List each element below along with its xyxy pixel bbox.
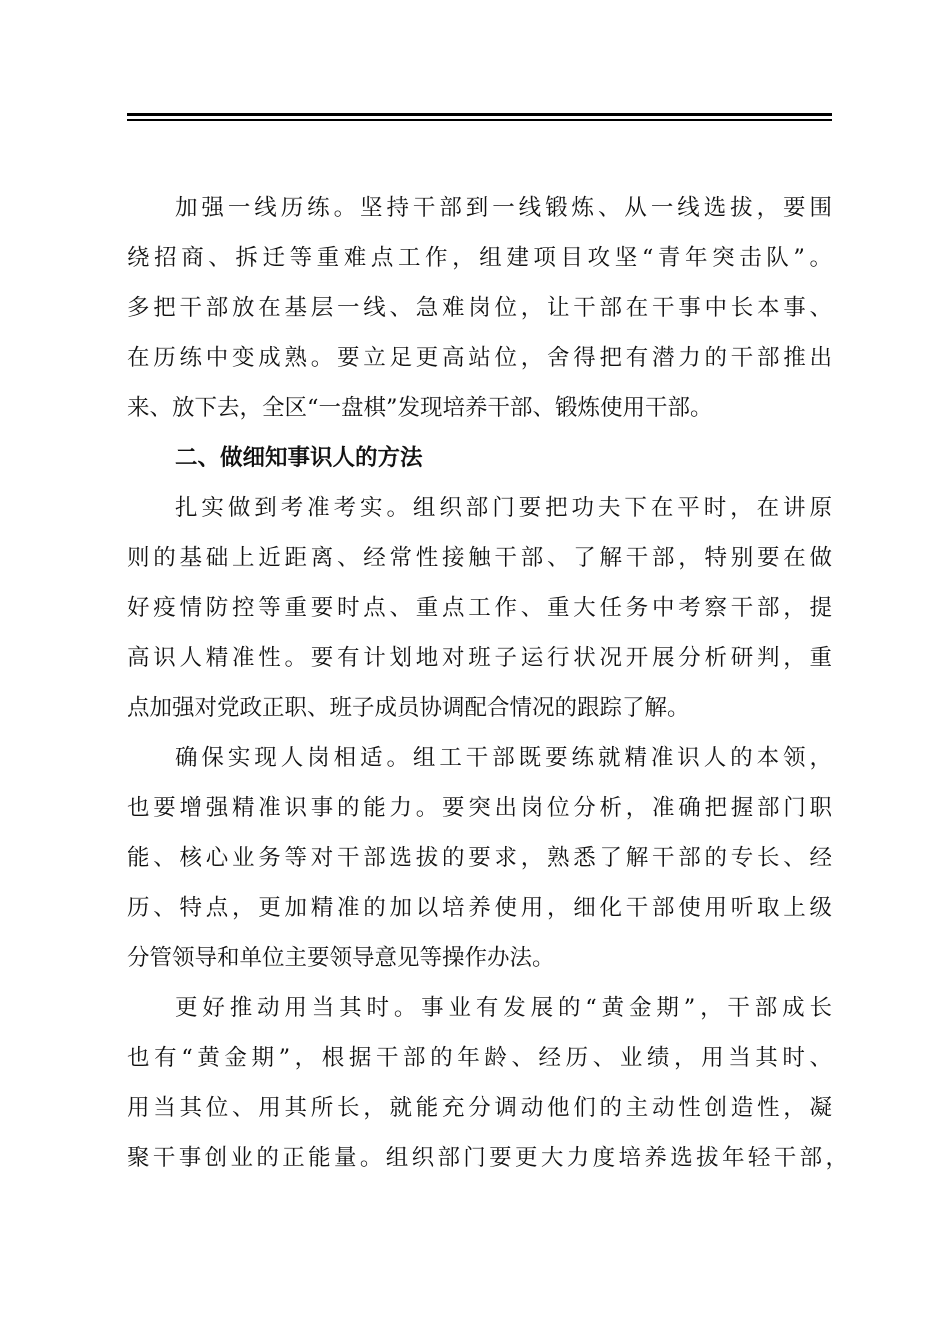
header-rule-thin <box>127 119 832 121</box>
text-line: 来、放下去，全区“一盘棋”发现培养干部、锻炼使用干部。 <box>127 395 713 421</box>
paragraph-2 <box>127 483 832 733</box>
text-line: 多把干部放在基层一线、急难岗位，让干部在干事中长本事、 <box>127 295 832 321</box>
text-line: 绕招商、拆迁等重难点工作，组建项目攻坚“青年突击队”。 <box>127 245 832 271</box>
text-line: 在历练中变成熟。要立足更高站位，舍得把有潜力的干部推出 <box>127 345 832 371</box>
text-line: 也要增强精准识事的能力。要突出岗位分析，准确把握部门职 <box>127 795 832 821</box>
header-rule-thick <box>127 113 832 116</box>
text-line: 聚干事创业的正能量。组织部门要更大力度培养选拔年轻干部， <box>127 1145 848 1171</box>
text-line: 确保实现人岗相适。组工干部既要练就精准识人的本领， <box>175 745 832 771</box>
text-line: 点加强对党政正职、班子成员协调配合情况的跟踪了解。 <box>127 695 690 721</box>
text-line: 能、核心业务等对干部选拔的要求，熟悉了解干部的专长、经 <box>127 845 832 871</box>
text-line: 更好推动用当其时。事业有发展的“黄金期”，干部成长 <box>175 995 832 1021</box>
paragraph-1 <box>127 183 832 433</box>
text-line: 用当其位、用其所长，就能充分调动他们的主动性创造性，凝 <box>127 1095 832 1121</box>
text-line: 分管领导和单位主要领导意见等操作办法。 <box>127 945 555 971</box>
section-heading <box>127 433 832 483</box>
text-line: 高识人精准性。要有计划地对班子运行状况开展分析研判，重 <box>127 645 832 671</box>
text-line: 则的基础上近距离、经常性接触干部、了解干部，特别要在做 <box>127 545 832 571</box>
section-heading-text: 二、做细知事识人的方法 <box>175 445 423 471</box>
text-line: 也有“黄金期”，根据干部的年龄、经历、业绩，用当其时、 <box>127 1045 832 1071</box>
text-line: 扎实做到考准考实。组织部门要把功夫下在平时，在讲原 <box>175 495 832 521</box>
text-line: 历、特点，更加精准的加以培养使用，细化干部使用听取上级 <box>127 895 832 921</box>
paragraph-4 <box>127 983 848 1183</box>
text-line: 好疫情防控等重要时点、重点工作、重大任务中考察干部，提 <box>127 595 832 621</box>
document-body <box>127 183 848 1183</box>
paragraph-3 <box>127 733 832 983</box>
text-line: 加强一线历练。坚持干部到一线锻炼、从一线选拔，要围 <box>175 195 832 221</box>
